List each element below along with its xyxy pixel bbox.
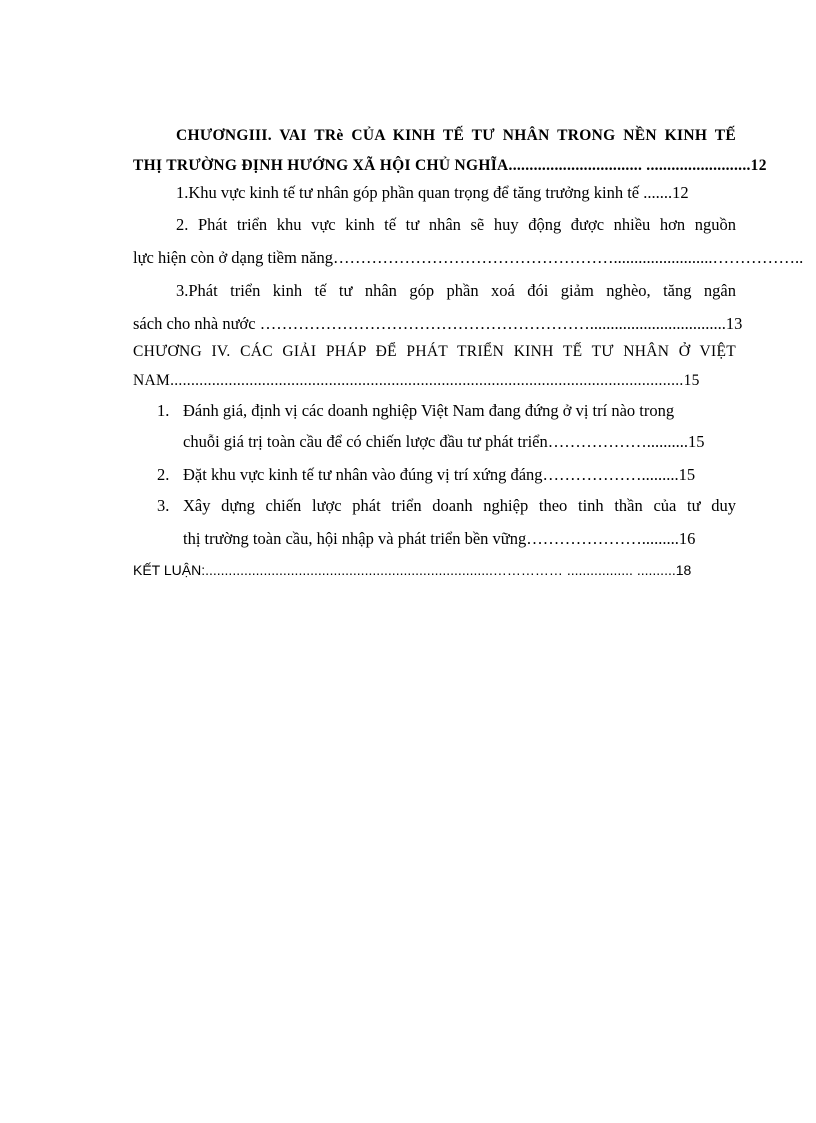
toc-chapter-3-section-1: 1.Khu vực kinh tế tư nhân góp phần quan trọng để tăng trưởng kinh tế .......12 xyxy=(176,183,689,202)
toc-chapter-4-item-3-line-2: thị trường toàn cầu, hội nhập và phát triển bền vững………………….........16 xyxy=(183,529,696,548)
toc-chapter-4-item-2-number: 2. xyxy=(157,465,170,484)
toc-chapter-4-item-1-line-1: Đánh giá, định vị các doanh nghiệp Việt Nam đang đứng ở vị trí nào trong xyxy=(183,401,675,420)
toc-chapter-3-title-line-2: THỊ TRƯỜNG ĐỊNH HƯỚNG XÃ HỘI CHỦ NGHĨA................................ .........................12 xyxy=(133,157,767,174)
toc-chapter-3-title-line-1: CHƯƠNGIII. VAI TRè CỦA KINH TẾ TƯ NHÂN TRONG NỀN KINH TẾ xyxy=(176,127,736,144)
toc-conclusion: KẾT LUẬN:..........................................................................…………… ................. ..........18 xyxy=(133,562,692,578)
toc-chapter-4-title-line-2: NAM...........................................................................................................................15 xyxy=(133,372,700,389)
toc-chapter-4-item-3-number: 3. xyxy=(157,496,170,515)
toc-chapter-3-section-3-line-1: 3.Phát triển kinh tế tư nhân góp phần xoá đói giảm nghèo, tăng ngân xyxy=(176,281,736,300)
toc-chapter-3-section-2-line-2: lực hiện còn ở dạng tiềm năng……………………………………………........................…………….. xyxy=(133,248,804,267)
toc-chapter-4-item-2-line-1: Đặt khu vực kinh tế tư nhân vào đúng vị trí xứng đáng……………….........15 xyxy=(183,465,696,484)
toc-chapter-4-item-1-line-2: chuỗi giá trị toàn cầu để có chiến lược đầu tư phát triển………………..........15 xyxy=(183,432,705,451)
toc-chapter-3-section-2-line-1: 2. Phát triển khu vực kinh tế tư nhân sẽ huy động được nhiều hơn nguồn xyxy=(176,215,736,234)
toc-chapter-4-item-1-number: 1. xyxy=(157,401,170,420)
toc-chapter-3-section-3-line-2: sách cho nhà nước …………………………………………………….................................13 xyxy=(133,314,743,333)
toc-chapter-4-item-3-line-1: Xây dựng chiến lược phát triển doanh nghiệp theo tinh thần của tư duy xyxy=(183,496,736,515)
toc-chapter-4-title-line-1: CHƯƠNG IV. CÁC GIẢI PHÁP ĐỂ PHÁT TRIỂN KINH TẾ TƯ NHÂN Ở VIỆT xyxy=(133,343,736,360)
